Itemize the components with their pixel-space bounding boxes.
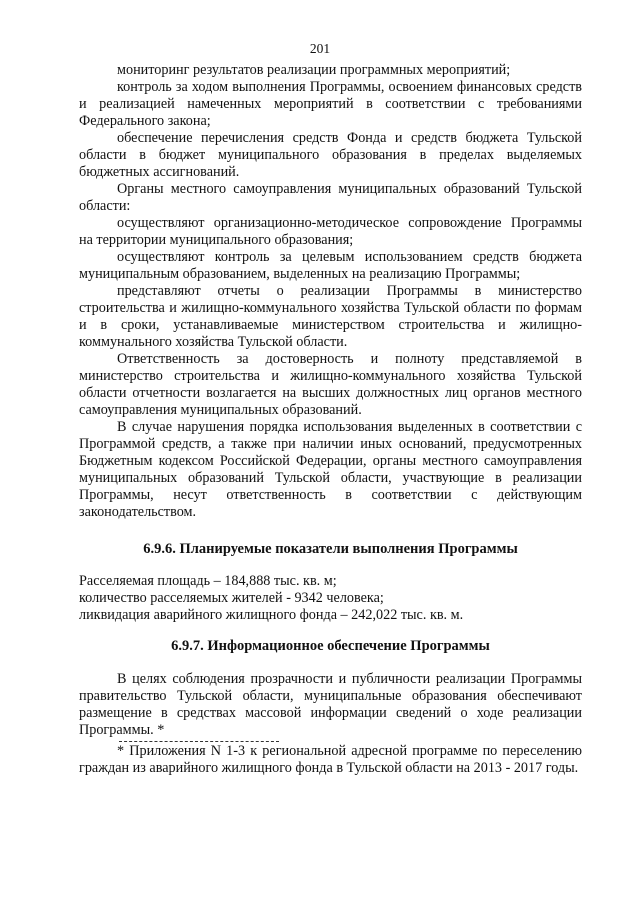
footnote-separator xyxy=(119,741,279,742)
indicators-list xyxy=(79,573,582,624)
document-body xyxy=(79,62,582,777)
paragraph: В целях соблюдения прозрачности и публичности реализации Программы правительство Тульской области, муниципальные образования обеспечивают размещение в средствах массовой информации сведений о ходе реализации Программы. * xyxy=(79,671,582,738)
section-heading-indicators: 6.9.6. Планируемые показатели выполнения Программы xyxy=(143,541,518,557)
page-number: 201 xyxy=(309,41,331,56)
paragraph: осуществляют контроль за целевым использованием средств бюджета муниципальным образованием, выделенных на реализацию Программы; xyxy=(79,249,582,282)
footnote: * Приложения N 1-3 к региональной адресной программе по переселению граждан из аварийного жилищного фонда в Тульской области на 2013 - 2017 годы. xyxy=(79,743,582,776)
paragraph: осуществляют организационно-методическое сопровождение Программы на территории муниципального образования; xyxy=(79,215,582,248)
paragraph: мониторинг результатов реализации программных мероприятий; xyxy=(117,62,511,78)
paragraph: контроль за ходом выполнения Программы, освоением финансовых средств и реализацией намеченных мероприятий в соответствии с требованиями Федерального закона; xyxy=(79,79,582,129)
paragraph: обеспечение перечисления средств Фонда и средств бюджета Тульской области в бюджет муниципального образования в пределах выделяемых бюджетных ассигнований. xyxy=(79,130,582,180)
indicator-item: количество расселяемых жителей - 9342 человека; xyxy=(79,590,384,606)
paragraph: В случае нарушения порядка использования выделенных в соответствии с Программой средств, а также при наличии иных оснований, предусмотренных Бюджетным кодексом Российской Федерации, органы местного самоуправления муниципальных образований Тульской области, участвующие в реализации Программы, несут ответственность в соответствии с действующим законодательством. xyxy=(79,419,582,520)
section-heading-information: 6.9.7. Информационное обеспечение Программы xyxy=(171,638,490,654)
paragraph: Органы местного самоуправления муниципальных образований Тульской области: xyxy=(79,181,582,214)
paragraph: представляют отчеты о реализации Программы в министерство строительства и жилищно-коммунального хозяйства Тульской области по формам и в сроки, устанавливаемые министерством строительства и жилищно-коммунального хозяйства Тульской области. xyxy=(79,283,582,350)
indicator-item: ликвидация аварийного жилищного фонда – 242,022 тыс. кв. м. xyxy=(79,607,464,623)
paragraph: Ответственность за достоверность и полноту представляемой в министерство строительства и жилищно-коммунального хозяйства Тульской области отчетности возлагается на высших должностных лиц органов местного самоуправления муниципальных образований. xyxy=(79,351,582,418)
indicator-item: Расселяемая площадь – 184,888 тыс. кв. м; xyxy=(79,573,337,589)
